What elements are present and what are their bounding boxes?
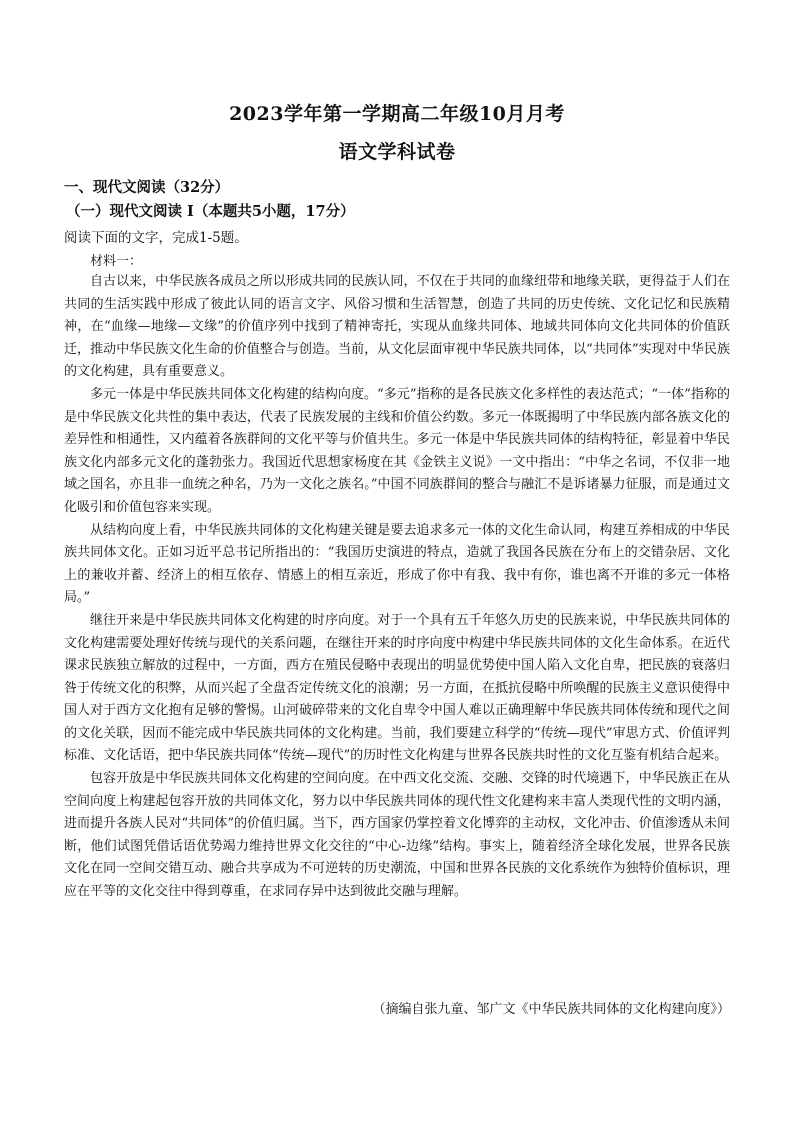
passage-paragraph-2: 多元一体是中华民族共同体文化构建的结构向度。“多元”指称的是各民族文化多样性的表达范式；“一体”指称的是中华民族文化共性的集中表达，代表了民族发展的主线和价值公约数。多元一体既揭明了中华民族内部各族文化的差异性和相通性，又内蕴着各族群间的文化平等与价值共生。多元一体是中华民族共同体的结构特征，彰显着中华民族文化内部多元文化的蓬勃张力。我国近代思想家杨度在其《金铁主义说》一文中指出：“中华之名词，不仅非一地域之国名，亦且非一血统之种名，乃为一文化之族名。”中国不同族群间的整合与融汇不是诉诸暴力征服，而是通过文化吸引和价值包容来实现。 xyxy=(64,386,730,515)
material-label: 材料一： xyxy=(90,254,143,269)
passage-source: （摘编自张九童、邹广文《中华民族共同体的文化构建向度》） xyxy=(372,1002,730,1017)
passage-body xyxy=(64,271,730,904)
passage-paragraph-5: 包容开放是中华民族共同体文化构建的空间向度。在中西文化交流、交融、交锋的时代境遇下，中华民族正在从空间向度上构建起包容开放的共同体文化，努力以中华民族共同体的现代性文化建构来丰富人类现代性的文明内涵，进而提升各族人民对“共同体”的价值归属。当下，西方国家仍掌控着文化博弈的主动权，文化冲击、价值渗透从未间断，他们试图凭借话语优势竭力维持世界文化交往的“中心-边缘”结构。事实上，随着经济全球化发展，世界各民族文化在同一空间交错互动、融合共享成为不可逆转的历史潮流，中国和世界各民族的文化系统作为独特价值标识，理应在平等的文化交往中得到尊重，在求同存异中达到彼此交融与理解。 xyxy=(64,771,730,900)
section-subheading: （一）现代文阅读 I（本题共5小题，17分） xyxy=(66,203,355,220)
reading-instruction: 阅读下面的文字，完成1-5题。 xyxy=(64,230,248,246)
section-heading: 一、现代文阅读（32分） xyxy=(64,179,230,196)
passage-paragraph-1: 自古以来，中华民族各成员之所以形成共同的民族认同，不仅在于共同的血缘纽带和地缘关联，更得益于人们在共同的生活实践中形成了彼此认同的语言文字、风俗习惯和生活智慧，创造了共同的历史传统、文化记忆和民族精神，在“血缘—地缘—文缘”的价值序列中找到了精神寄托，实现从血缘共同体、地域共同体向文化共同体的价值跃迁，推动中华民族文化生命的价值整合与创造。当前，从文化层面审视中华民族共同体，以“共同体”实现对中华民族的文化构建，具有重要意义。 xyxy=(64,274,730,380)
exam-subtitle: 语文学科试卷 xyxy=(338,141,456,163)
passage-paragraph-4: 继往开来是中华民族共同体文化构建的时序向度。对于一个具有五千年悠久历史的民族来说，中华民族共同体的文化构建需要处理好传统与现代的关系问题，在继往开来的时序向度中构建中华民族共同体的文化生命体系。在近代课求民族独立解放的过程中，一方面，西方在殖民侵略中表现出的明显优势使中国人陷入文化自卑，把民族的衰落归咎于传统文化的积弊，从而兴起了全盘否定传统文化的浪潮；另一方面，在抵抗侵略中所唤醒的民族主义意识使得中国人对于西方文化抱有足够的警惕。山河破碎带来的文化自卑令中国人难以正确理解中华民族共同体传统和现代之间的文化关联，因而不能完成中华民族共同体的文化构建。当前，我们要建立科学的“传统—现代”审思方式、价值评判标准、文化话语，把中华民族共同体“传统—现代”的历时性文化构建与世界各民族共时性的文化互鉴有机结合起来。 xyxy=(64,612,730,764)
exam-title: 2023学年第一学期高二年级10月月考 xyxy=(229,103,565,125)
passage-paragraph-3: 从结构向度上看，中华民族共同体的文化构建关键是要去追求多元一体的文化生命认同，构建互养相成的中华民族共同体文化。正如习近平总书记所指出的：“我国历史演进的特点，造就了我国各民族在分布上的交错杂居、文化上的兼收并蓄、经济上的相互依存、情感上的相互亲近，形成了你中有我、我中有你，谁也离不开谁的多元一体格局。” xyxy=(64,522,730,606)
